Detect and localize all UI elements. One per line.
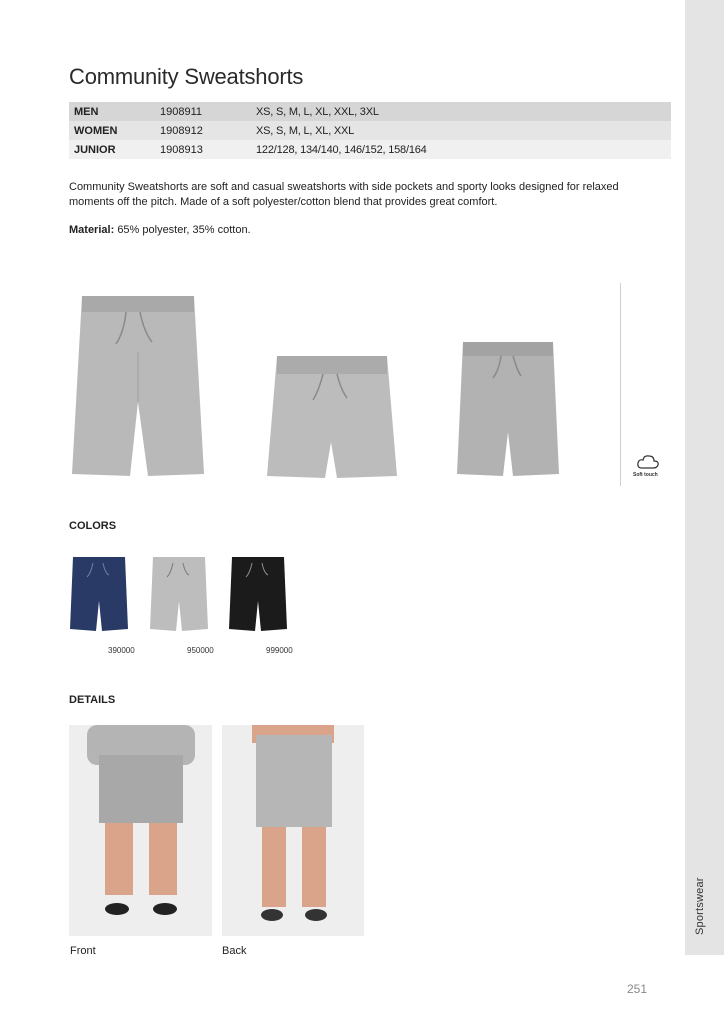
color-swatch-navy bbox=[69, 555, 129, 633]
table-row bbox=[69, 121, 671, 140]
table-row bbox=[69, 140, 671, 159]
sizes-cell: XS, S, M, L, XL, XXL bbox=[256, 124, 355, 137]
colors-title: COLORS bbox=[69, 520, 117, 532]
details-title: DETAILS bbox=[69, 694, 116, 706]
color-swatch-black bbox=[228, 555, 288, 633]
sidebar bbox=[685, 0, 724, 955]
page-number: 251 bbox=[627, 982, 648, 996]
product-description: Community Sweatshorts are soft and casual sweatshorts with side pockets and sporty looks designed for relaxed moments off the pitch. Made of a soft polyester/cotton blend that provides great comfort. bbox=[69, 181, 619, 208]
page-title: Community Sweatshorts bbox=[69, 64, 304, 89]
article-cell: 1908912 bbox=[160, 124, 203, 137]
size-table bbox=[69, 102, 671, 159]
material-value: 65% polyester, 35% cotton. bbox=[117, 224, 251, 236]
category-cell: WOMEN bbox=[74, 124, 118, 137]
table-row bbox=[69, 102, 671, 121]
material-line bbox=[69, 224, 251, 236]
product-image-women bbox=[265, 352, 399, 480]
category-cell: JUNIOR bbox=[74, 143, 116, 156]
article-cell: 1908911 bbox=[160, 105, 203, 118]
back-caption: Back bbox=[222, 945, 247, 957]
color-code: 999000 bbox=[266, 646, 293, 655]
product-image-junior bbox=[455, 338, 561, 478]
color-code: 390000 bbox=[108, 646, 135, 655]
sizes-cell: XS, S, M, L, XL, XXL, 3XL bbox=[256, 105, 379, 118]
category-cell: MEN bbox=[74, 105, 99, 118]
color-code: 950000 bbox=[187, 646, 214, 655]
front-caption: Front bbox=[70, 945, 96, 957]
sidebar-label: Sportswear bbox=[694, 877, 706, 935]
detail-photo-back bbox=[222, 725, 364, 936]
sizes-cell: 122/128, 134/140, 146/152, 158/164 bbox=[256, 143, 427, 156]
material-label: Material: bbox=[69, 224, 115, 236]
detail-photo-front bbox=[69, 725, 212, 936]
divider bbox=[620, 283, 621, 486]
feature-label: Soft touch bbox=[633, 472, 658, 478]
color-swatch-grey bbox=[149, 555, 209, 633]
product-image-men bbox=[68, 292, 206, 478]
article-cell: 1908913 bbox=[160, 143, 203, 156]
cloud-icon bbox=[636, 452, 660, 472]
